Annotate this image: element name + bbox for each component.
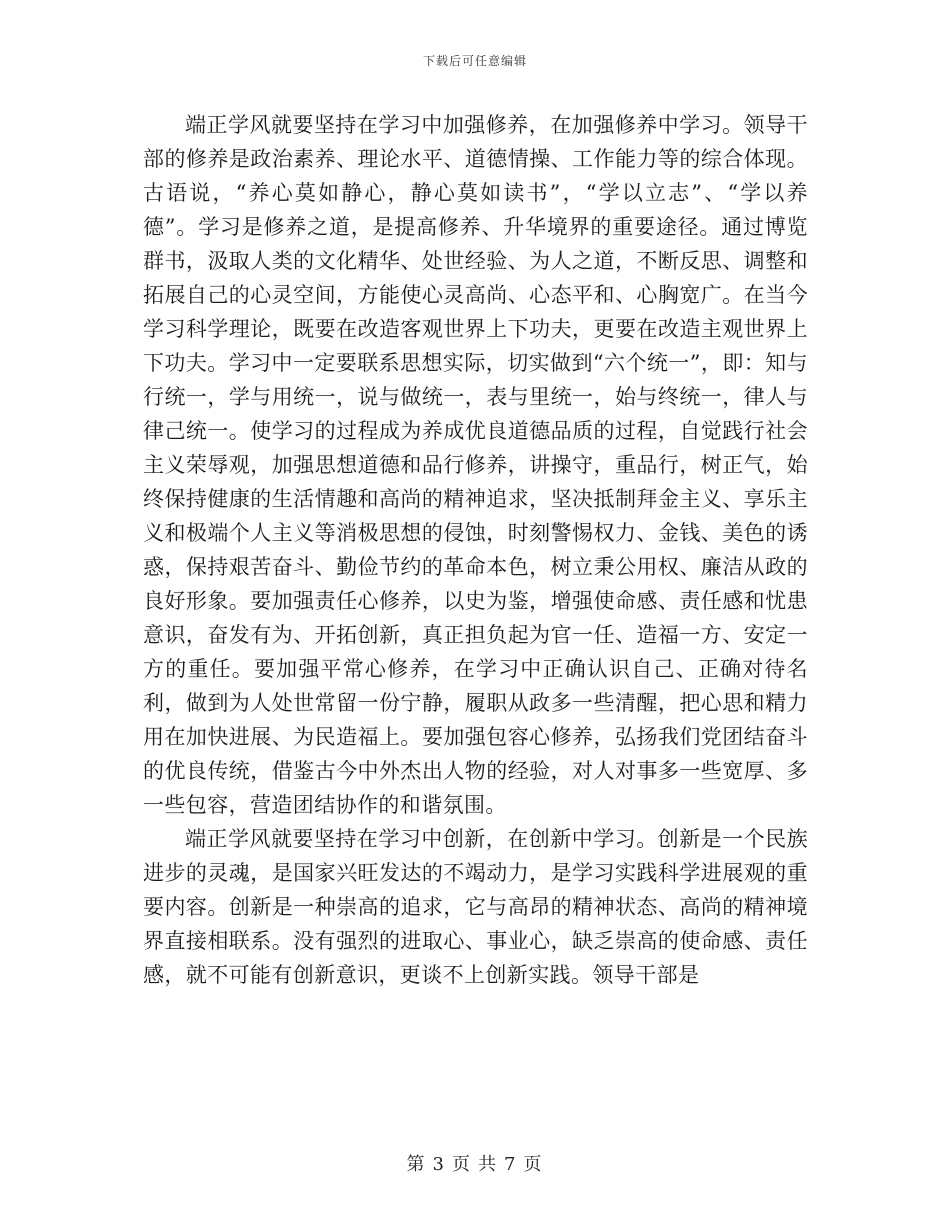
document-body [143, 108, 808, 992]
footer-current-page: 3 [432, 1154, 446, 1175]
footer-page-label: 页 [452, 1154, 472, 1175]
page-footer [0, 1150, 950, 1176]
footer-total-label: 页 [523, 1154, 544, 1175]
paragraph-2: 端正学风就要坚持在学习中创新，在创新中学习。创新是一个民族进步的灵魂，是国家兴旺发达的不竭动力，是学习实践科学进展观的重要内容。创新是一种崇高的追求，它与高昂的精神状态、高尚的精神境界直接相联系。没有强烈的进取心、事业心，缺乏崇高的使命感、责任感，就不可能有创新意识，更谈不上创新实践。领导干部是 [143, 827, 808, 987]
paragraph-1: 端正学风就要坚持在学习中加强修养，在加强修养中学习。领导干部的修养是政治素养、理论水平、道德情操、工作能力等的综合体现。古语说，“养心莫如静心，静心莫如读书”，“学以立志”、“学以养德”。学习是修养之道，是提高修养、升华境界的重要途径。通过博览群书，汲取人类的文化精华、处世经验、为人之道，不断反思、调整和拓展自己的心灵空间，方能使心灵高尚、心态平和、心胸宽广。在当今学习科学理论，既要在改造客观世界上下功夫，更要在改造主观世界上下功夫。学习中一定要联系思想实际，切实做到“六个统一”，即：知与行统一，学与用统一，说与做统一，表与里统一，始与终统一，律人与律己统一。使学习的过程成为养成优良道德品质的过程，自觉践行社会主义荣辱观，加强思想道德和品行修养，讲操守，重品行，树正气，始终保持健康的生活情趣和高尚的精神追求，坚决抵制拜金主义、享乐主义和极端个人主义等消极思想的侵蚀，时刻警惕权力、金钱、美色的诱惑，保持艰苦奋斗、勤俭节约的革命本色，树立秉公用权、廉洁从政的良好形象。要加强责任心修养，以史为鉴，增强使命感、责任感和忧患意识，奋发有为、开拓创新，真正担负起为官一任、造福一方、安定一方的重任。要加强平常心修养，在学习中正确认识自己、正确对待名利，做到为人处世常留一份宁静，履职从政多一些清醒，把心思和精力用在加快进展、为民造福上。要加强包容心修养，弘扬我们党团结奋斗的优良传统，借鉴古今中外杰出人物的经验，对人对事多一些宽厚、多一些包容，营造团结协作的和谐氛围。 [143, 113, 808, 817]
footer-prefix: 第 [406, 1154, 427, 1175]
footer-total-pages: 7 [504, 1154, 518, 1175]
footer-total-prefix: 共 [478, 1154, 498, 1175]
header-note: 下载后可任意编辑 [422, 54, 527, 68]
